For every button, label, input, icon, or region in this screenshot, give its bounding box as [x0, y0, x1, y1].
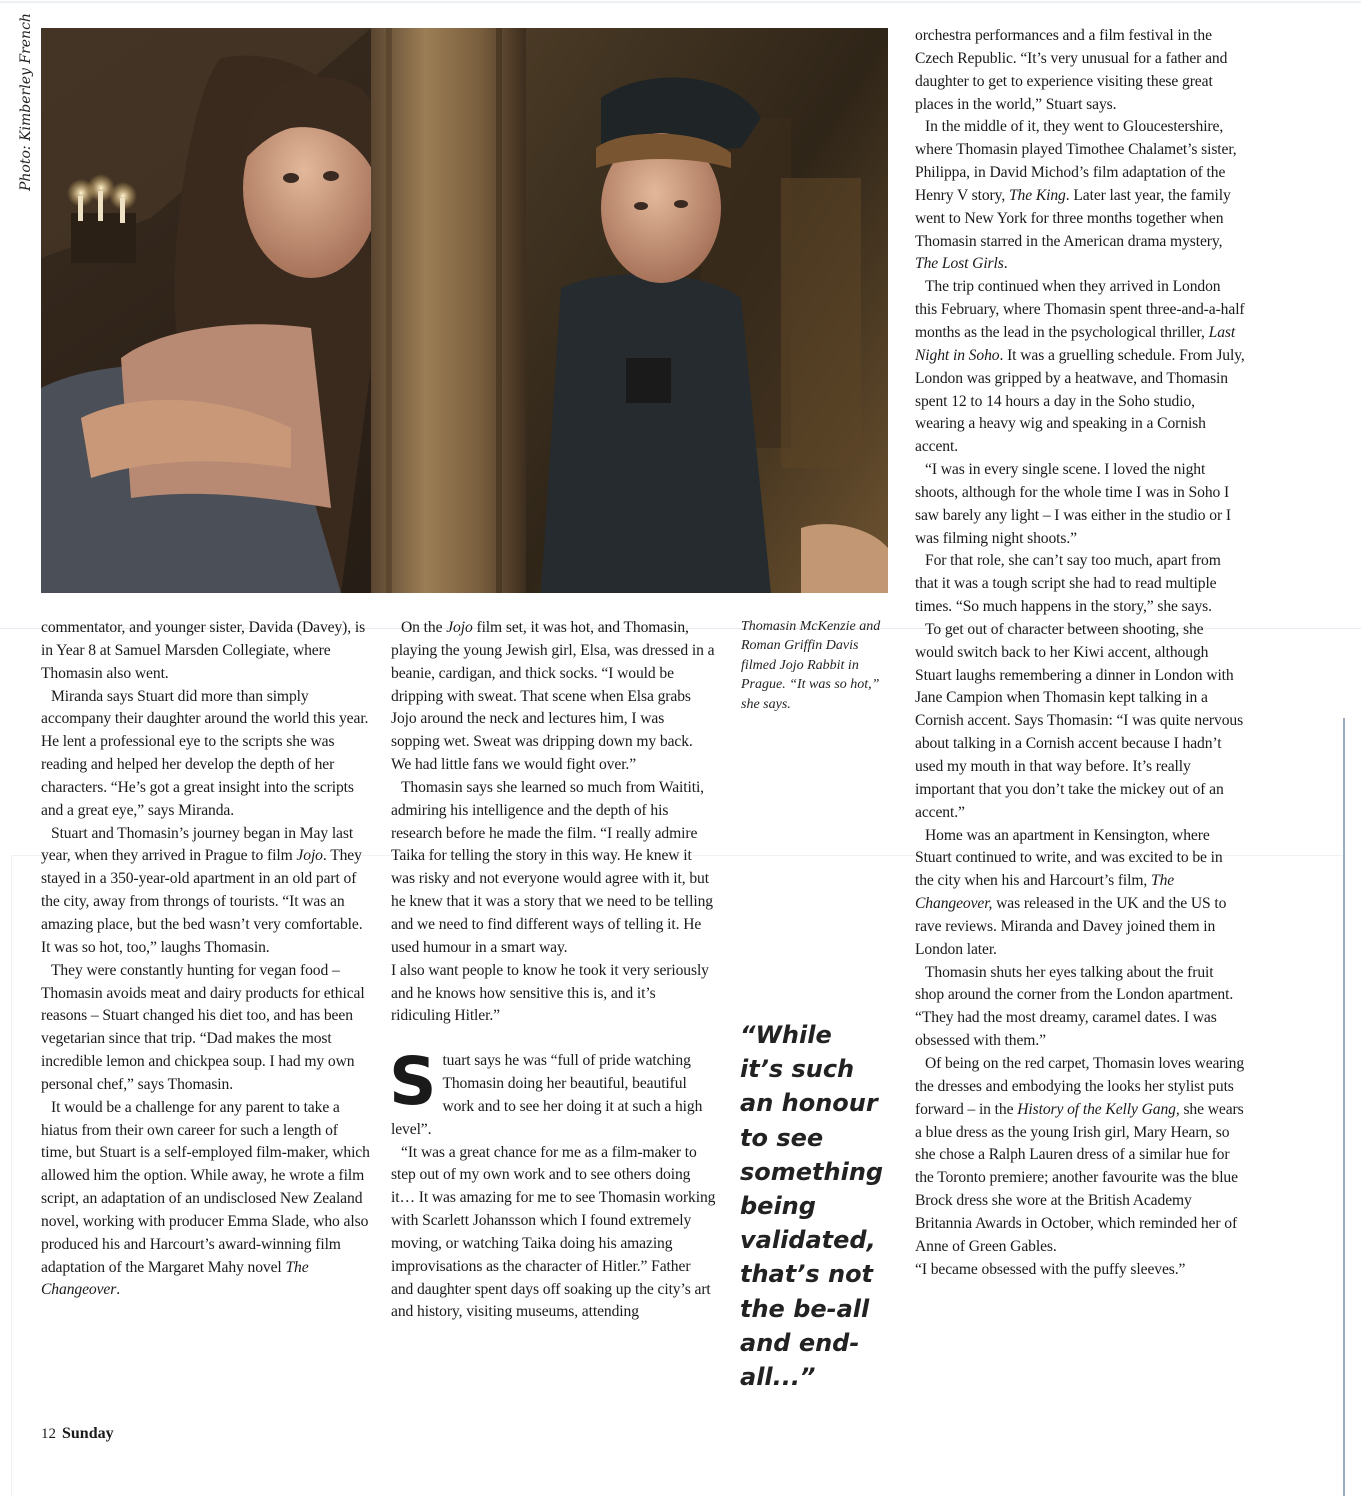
- film-still-illustration: [41, 28, 888, 593]
- column-guide-line: [11, 855, 12, 1496]
- paragraph: Home was an apartment in Kensington, where Stuart continued to write, and was excited to be in the city when his and Harcourt’s film, The Changeover, was released in the UK and the US to rave reviews. Miranda and Davey joined them in London later.: [915, 826, 1227, 958]
- paragraph: Stuart and Thomasin’s journey began in May last year, when they arrived in Prague to film Jojo. They stayed in a 350-year-old apartment in an old part of the city, away from throngs of tourists. “It was an amazing place, but the bed wasn’t very comfortable. It was so hot, too,” laughs Thomasin.: [41, 824, 363, 956]
- article-column-1: [41, 617, 371, 1302]
- paragraph: Miranda says Stuart did more than simply accompany their daughter around the world this year. He lent a professional eye to the scripts she was reading and helped her develop the depth of her characters. “He’s got a great insight into the scripts and a great eye,” says Miranda.: [41, 687, 369, 819]
- paragraph: For that role, she can’t say too much, apart from that it was a tough script she had to read multiple times. “So much happens in the story,” she says.: [915, 552, 1221, 616]
- paragraph: It would be a challenge for any parent to take a hiatus from their own career for such a length of time, but Stuart is a self-employed film-maker, which allowed him the option. While away, he wrote a film script, an adaptation of an undisclosed New Zealand novel, working with producer Emma Slade, who also produced his and Harcourt’s award-winning film adaptation of the Margaret Mahy novel The Changeover.: [41, 1098, 370, 1299]
- film-still-photo: [41, 28, 888, 593]
- paragraph: On the Jojo film set, it was hot, and Thomasin, playing the young Jewish girl, Elsa, was dressed in a beanie, cardigan, and thick socks. “I would be dripping with sweat. That scene when Elsa grabs Jojo around the neck and lectures him, I was sopping wet. Sweat was dripping down my back. We had little fans we would fight over.”: [391, 619, 715, 774]
- paragraph-with-dropcap: Stuart says he was “full of pride watching Thomasin doing her beautiful, beautiful work and to see her doing it at such a high level”.: [389, 1043, 703, 1138]
- photo-credit-text: Photo: Kimberley French: [18, 13, 34, 191]
- pull-quote: “While it’s such an honour to see something being validated, that’s not the be-all and end-all...”: [740, 1021, 884, 1392]
- page-number: 12: [41, 1426, 56, 1442]
- paragraph: The trip continued when they arrived in London this February, where Thomasin spent three-and-a-half months as the lead in the psychological thriller, Last Night in Soho. It was a gruelling schedule. From July, London was gripped by a heatwave, and Thomasin spent 12 to 14 hours a day in the Soho studio, wearing a heavy wig and speaking in a Cornish accent.: [915, 278, 1245, 456]
- paragraph: commentator, and younger sister, Davida (Davey), is in Year 8 at Samuel Marsden Collegiate, where Thomasin also went.: [41, 619, 366, 682]
- publication-name: Sunday: [62, 1425, 114, 1442]
- paragraph: They were constantly hunting for vegan food – Thomasin avoids meat and dairy products for ethical reasons – Stuart changed his diet too, and has been vegetarian since that trip. “Dad makes the most incredible lemon and chickpea soup. I had my own personal chef,” says Thomasin.: [41, 961, 365, 1093]
- photo-caption: Thomasin McKenzie and Roman Griffin Davis filmed Jojo Rabbit in Prague. “It was so hot,” she says.: [741, 619, 881, 712]
- paragraph: orchestra performances and a film festival in the Czech Republic. “It’s very unusual for a father and daughter to get to experience visiting these great places in the world,” Stuart says.: [915, 27, 1228, 113]
- paragraph: In the middle of it, they went to Gloucestershire, where Thomasin played Timothee Chalamet’s sister, Philippa, in David Michod’s film adaptation of the Henry V story, The King. Later last year, the family went to New York for three months together when Thomasin starred in the American drama mystery, The Lost Girls.: [915, 118, 1237, 273]
- paragraph: I also want people to know he took it very seriously and he knows how sensitive this is, and it’s ridiculing Hitler.”: [391, 961, 709, 1025]
- margin-bar: [1343, 718, 1345, 1496]
- paragraph: “I became obsessed with the puffy sleeves.”: [915, 1260, 1186, 1278]
- paragraph: To get out of character between shooting, she would switch back to her Kiwi accent, although Stuart laughs remembering a dinner in London with Jane Campion when Thomasin kept talking in a Cornish accent. Says Thomasin: “I was quite nervous about talking in a Cornish accent because I hadn’t used my mouth in that way before. It’s really important that you don’t take the mickey out of an accent.”: [915, 620, 1244, 821]
- paragraph: Thomasin shuts her eyes talking about the fruit shop around the corner from the London apartment. “They had the most dreamy, caramel dates. I was obsessed with them.”: [915, 963, 1234, 1050]
- paragraph: Of being on the red carpet, Thomasin loves wearing the dresses and embodying the looks her stylist puts forward – in the History of the Kelly Gang, she wears a blue dress as the young Irish girl, Mary Hearn, so she chose a Ralph Lauren dress of a similar hue for the Toronto premiere; another favourite was the blue Brock dress she wore at the British Academy Britannia Awards in October, which reminded her of Anne of Green Gables.: [915, 1054, 1245, 1255]
- photo-credit: [16, 13, 36, 193]
- page-folio: [41, 1425, 114, 1443]
- article-column-2: [391, 617, 716, 1324]
- top-rule: [0, 1, 1361, 3]
- paragraph: Thomasin says she learned so much from Waititi, admiring his intelligence and the depth of his research before he made the film. “I really admire Taika for telling the story in this way. He knew it was risky and not everyone would agree with it, but he knew that it was a story that we need to be telling and we need to find different ways of telling it. He used humour in a smart way.: [391, 778, 713, 956]
- paragraph: “It was a great chance for me as a film-maker to step out of my own work and to see others doing it… It was amazing for me to see Thomasin working with Scarlett Johansson which I found extremely moving, or watching Taika doing his amazing improvisations as the character of Hitler.” Father and daughter spent days off soaking up the city’s art and history, visiting museums, attending: [391, 1143, 716, 1321]
- paragraph: “I was in every single scene. I loved the night shoots, although for the whole time I was in Soho I saw barely any light – I was either in the studio or I was filming night shoots.”: [915, 461, 1231, 547]
- drop-cap: S: [389, 1043, 437, 1121]
- article-column-4: [915, 25, 1245, 1281]
